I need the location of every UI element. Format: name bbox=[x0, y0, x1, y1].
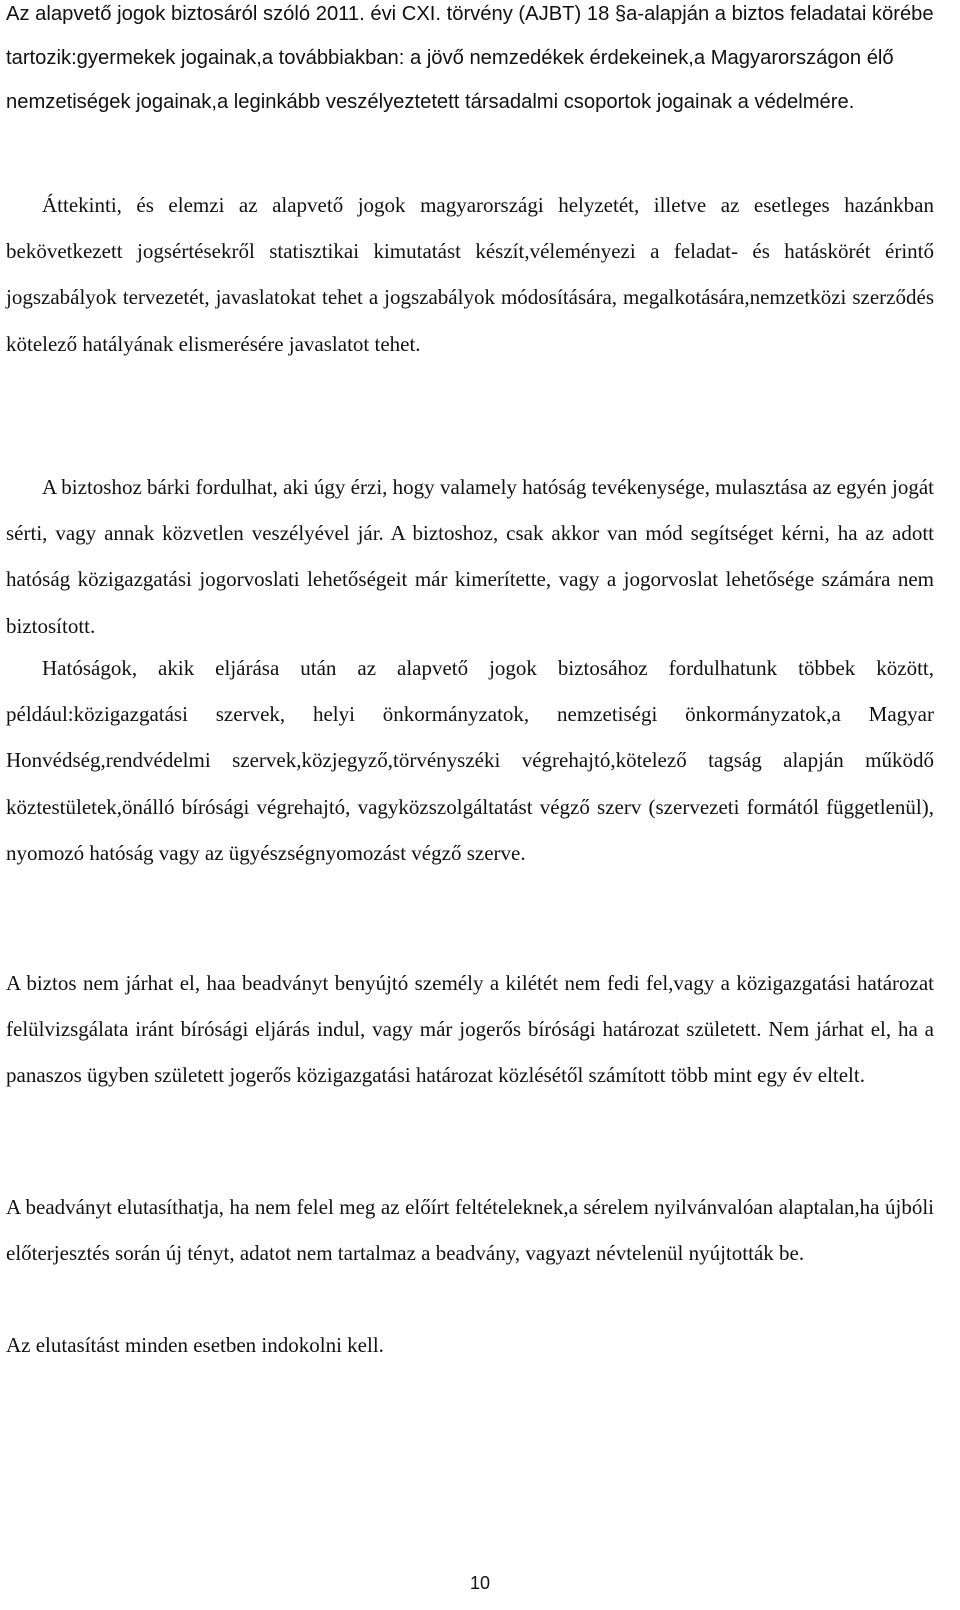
paragraph-justification: Az elutasítást minden esetben indokolni kell. bbox=[6, 1333, 384, 1357]
paragraph-who-can-apply: A biztoshoz bárki fordulhat, aki úgy érzi, hogy valamely hatóság tevékenysége, mulasztása az egyén jogát sérti, vagy annak közvetlen veszélyével jár. A biztoshoz, csak akkor van mód segítséget kérni, ha az adott hatóság közigazgatási jogorvoslati lehetőségeit már kimerítette, vagy a jogorvoslat lehetősége számára nem biztosított. bbox=[6, 475, 934, 638]
paragraph-authorities: Hatóságok, akik eljárása után az alapvető jogok biztosához fordulhatunk többek között, például:közigazgatási szervek, helyi önkormányzatok, nemzetiségi önkormányzatok,a Magyar Honvédség,rendvédelmi szervek,közjegyző,törvényszéki végrehajtó,kötelező tagság alapján működő köztestületek,önálló bírósági végrehajtó, vagyközszolgáltatást végző szerv (szervezeti formától függetlenül), nyomozó hatóság vagy az ügyészségnyomozást végző szerve. bbox=[6, 656, 934, 865]
page-number: 10 bbox=[469, 1573, 491, 1593]
paragraph-rejection: A beadványt elutasíthatja, ha nem felel meg az előírt feltételeknek,a sérelem nyilvánvalóan alaptalan,ha újbóli előterjesztés során új tényt, adatot nem tartalmaz a beadvány, vagyazt névtelenül nyújtották be. bbox=[6, 1195, 934, 1266]
paragraph-duties: Áttekinti, és elemzi az alapvető jogok magyarországi helyzetét, illetve az esetleges hazánkban bekövetkezett jogsértésekről statisztikai kimutatást készít,véleményezi a feladat- és hatáskörét érintő jogszabályok tervezetét, javaslatokat tehet a jogszabályok módosítására, megalkotására,nemzetközi szerződés kötelező hatályának elismerésére javaslatot tehet. bbox=[6, 193, 934, 356]
paragraph-intro: Az alapvető jogok biztosáról szóló 2011. évi CXI. törvény (AJBT) 18 §a-alapján a biztos feladatai körébe tartozik:gyermekek jogainak,a továbbiakban: a jövő nemzedékek érdekeinek,a Magyarországon élő nemzetiségek jogainak,a leginkább veszélyeztetett társadalmi csoportok jogainak a védelmére. bbox=[6, 3, 934, 113]
paragraph-cannot-act: A biztos nem járhat el, haa beadványt benyújtó személy a kilétét nem fedi fel,vagy a közigazgatási határozat felülvizsgálata iránt bírósági eljárás indul, vagy már jogerős bírósági határozat született. Nem járhat el, ha a panaszos ügyben született jogerős közigazgatási határozat közlésétől számított több mint egy év eltelt. bbox=[6, 971, 934, 1088]
